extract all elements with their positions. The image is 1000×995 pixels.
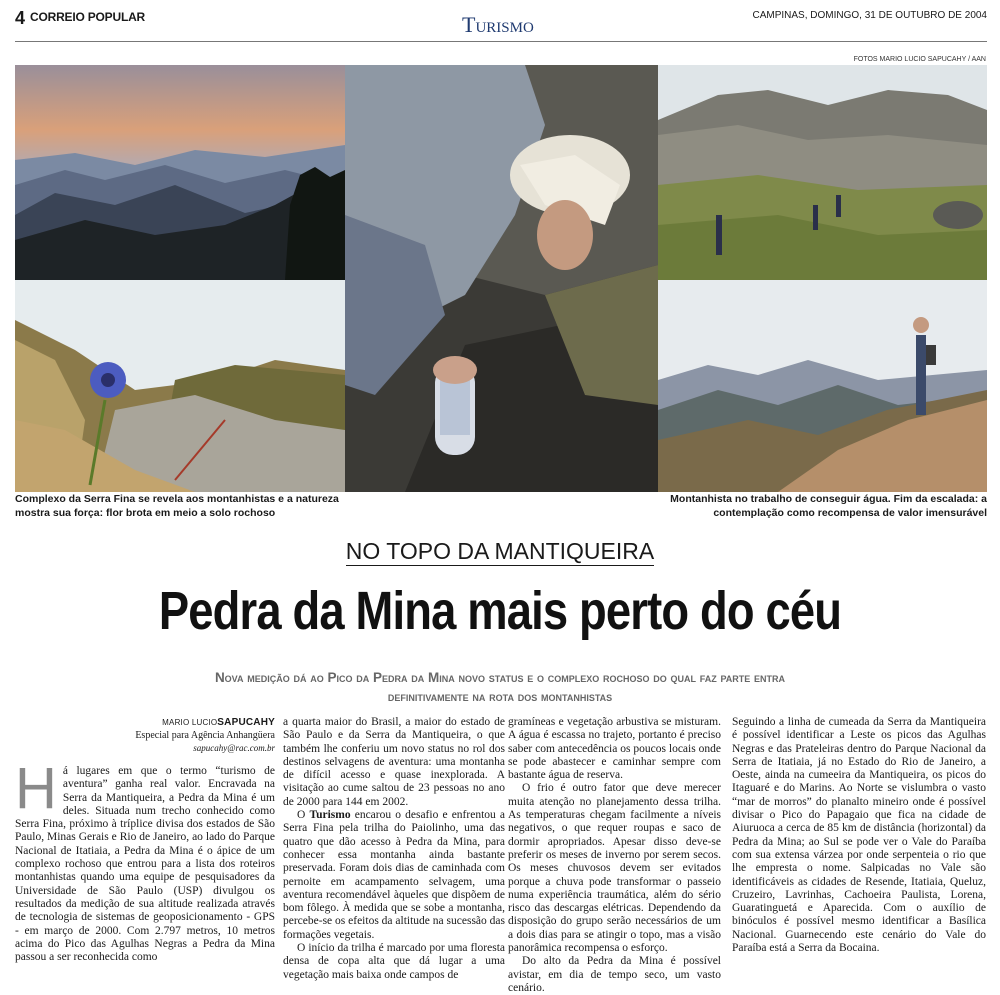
dateline: CAMPINAS, DOMINGO, 31 DE OUTUBRO DE 2004	[752, 10, 987, 21]
paragraph-2-lead: O	[297, 809, 310, 822]
paragraph-1-continued: a quarta maior do Brasil, a maior do estado de São Paulo e da Serra da Mantiqueira, o que também lhe conferiu um novo status no rol dos destinos selvagens de aventura: uma montanha de difícil acesso e quase inexplorada. A visitação ao cume saltou de 23 pessoas no ano de 2000 para 144 em 2002.	[283, 716, 505, 808]
photo-hiker-view	[658, 280, 987, 492]
dropcap: H	[15, 756, 57, 821]
paragraph-3: O início da trilha é marcado por uma floresta densa de copa alta que dá lugar a uma vegetação mais baixa onde campos de	[283, 942, 505, 981]
article-opening	[15, 756, 275, 964]
author-first: MARIO LUCIO	[162, 718, 218, 727]
photo-hikers-slope	[658, 65, 987, 280]
paragraph-1: á lugares em que o termo “turismo de aventura” ganha real valor. Encravada na Serra da Mantiqueira, a Pedra da Mina é um deles. Situada num trecho conhecido como Serra Fina, próximo à tríplice divisa dos estados de São Paulo, Minas Gerais e Rio de Janeiro, ao lado do Parque Nacional de Itatiaia, a Pedra da Mina é o ápice de um complexo rochoso que entrou para a lista dos roteiros montanhistas quando uma equipe de pesquisadores da Universidade de São Paulo (USP) divulgou os resultados da medição de sua altitude realizada através de tecnologia de sistemas de geoposicionamento - GPS - em março de 2000. Com 2.797 metros, 10 metros acima do Pico das Agulhas Negras a Pedra da Mina passou a ser reconhecida como	[15, 765, 275, 964]
author-last: SAPUCAHY	[217, 717, 275, 728]
kicker	[0, 538, 1000, 565]
article-column-3	[508, 716, 721, 995]
article-column-4	[732, 716, 986, 955]
section-keyword: Turismo	[309, 809, 351, 822]
masthead	[15, 6, 987, 42]
newspaper-name: CORREIO POPULAR	[30, 10, 146, 24]
photo-flower-on-rock	[15, 280, 345, 492]
caption-left: Complexo da Serra Fina se revela aos montanhistas e a natureza mostra sua força: flor brota em meio a solo rochoso	[15, 493, 339, 519]
paragraph-4: O frio é outro fator que deve merecer muita atenção no planejamento dessa trilha. As temperaturas chegam facilmente a níveis negativos, o que requer roupas e saco de dormir apropriados. Apesar disso deve-se preferir os meses de inverno por serem secos. Os meses chuvosos devem ser evitados porque a chuva pode transformar o passeio numa experiência traumática, além do sério risco das descargas elétricas. Dependendo da disposição do grupo serão necessários de um a dois dias para se atingir o topo, mas a visão panorâmica recompensa o esforço.	[508, 782, 721, 955]
headline: Pedra da Mina mais perto do céu	[158, 581, 842, 641]
author-affiliation: Especial para Agência Anhangüera	[135, 730, 275, 741]
paragraph-2-text: encarou o desafio e enfrentou a Serra Fina pela trilha do Paiolinho, uma das quatro que dão acesso à Pedra da Mina, para conhecer essa montanha ainda bastante preservada. Foram dois dias de caminhada com pernoite em acampamento selvagem, uma aventura recomendável àqueles que dispõem de bom fôlego. À medida que se sobe a montanha, percebe-se os efeitos da altitude na sucessão das formações vegetais.	[283, 809, 506, 941]
paragraph-3-continued: gramíneas e vegetação arbustiva se misturam. A água é escassa no trajeto, portanto é preciso saber com antecedência os poucos locais onde se pode abastecer e caminhar sempre com bastante água de reserva.	[508, 716, 721, 782]
paragraph-5: Do alto da Pedra da Mina é possível avistar, em dia de tempo seco, um vasto cenário.	[508, 955, 721, 994]
author-email: sapucahy@rac.com.br	[193, 743, 275, 753]
kicker-text: NO TOPO DA MANTIQUEIRA	[345, 538, 655, 564]
photo-sunset-mountains	[15, 65, 345, 280]
byline	[15, 716, 275, 755]
photo-hiker-water	[345, 65, 658, 492]
photo-credit: FOTOS MARIO LUCIO SAPUCAHY / AAN	[853, 56, 986, 63]
paragraph-2	[283, 809, 505, 942]
paragraph-5-continued: Seguindo a linha de cumeada da Serra da Mantiqueira é possível identificar a Leste os picos das Agulhas Negras e das Prateleiras dentro do Parque Nacional da Serra de Itatiaia, já no Estado do Rio de Janeiro, a Oeste, ainda na cumeeira da Mantiqueira, os picos do Itaguaré e do Marins. Ao Norte se vislumbra o vasto “mar de morros” do planalto mineiro onde é possível divisar o Pico do Papagaio que fica na cidade de Aiuruoca a cerca de 85 km de distância (horizontal) da Pedra da Mina; ao Sul se pode ver o Vale do Paraíba com sua extensa várzea por onde serpenteia o rio que lhe empresta o nome. Salpicadas no Vale são identificáveis as cidades de Resende, Itatiaia, Queluz, Cruzeiro, Lavrinhas, Cachoeira Paulista, Lorena, Guaratinguetá e Aparecida. Com o auxílio de binóculos é possível mesmo identificar a Basílica Nacional. Guarnecendo este cenário do Vale do Paraíba está a Serra da Bocaina.	[732, 716, 986, 955]
author-name	[15, 716, 275, 729]
caption-right: Montanhista no trabalho de conseguir água. Fim da escalada: a contemplação como recompensa de valor imensurável	[670, 493, 987, 519]
article-column-2	[283, 716, 505, 982]
section-title: Turismo	[462, 12, 534, 37]
article-column-1	[15, 716, 275, 964]
page-number: 4	[15, 8, 26, 28]
subhead: Nova medição dá ao Pico da Pedra da Mina novo status e o complexo rochoso do qual faz parte entra definitivamente na rota dos montanhistas	[214, 670, 786, 704]
